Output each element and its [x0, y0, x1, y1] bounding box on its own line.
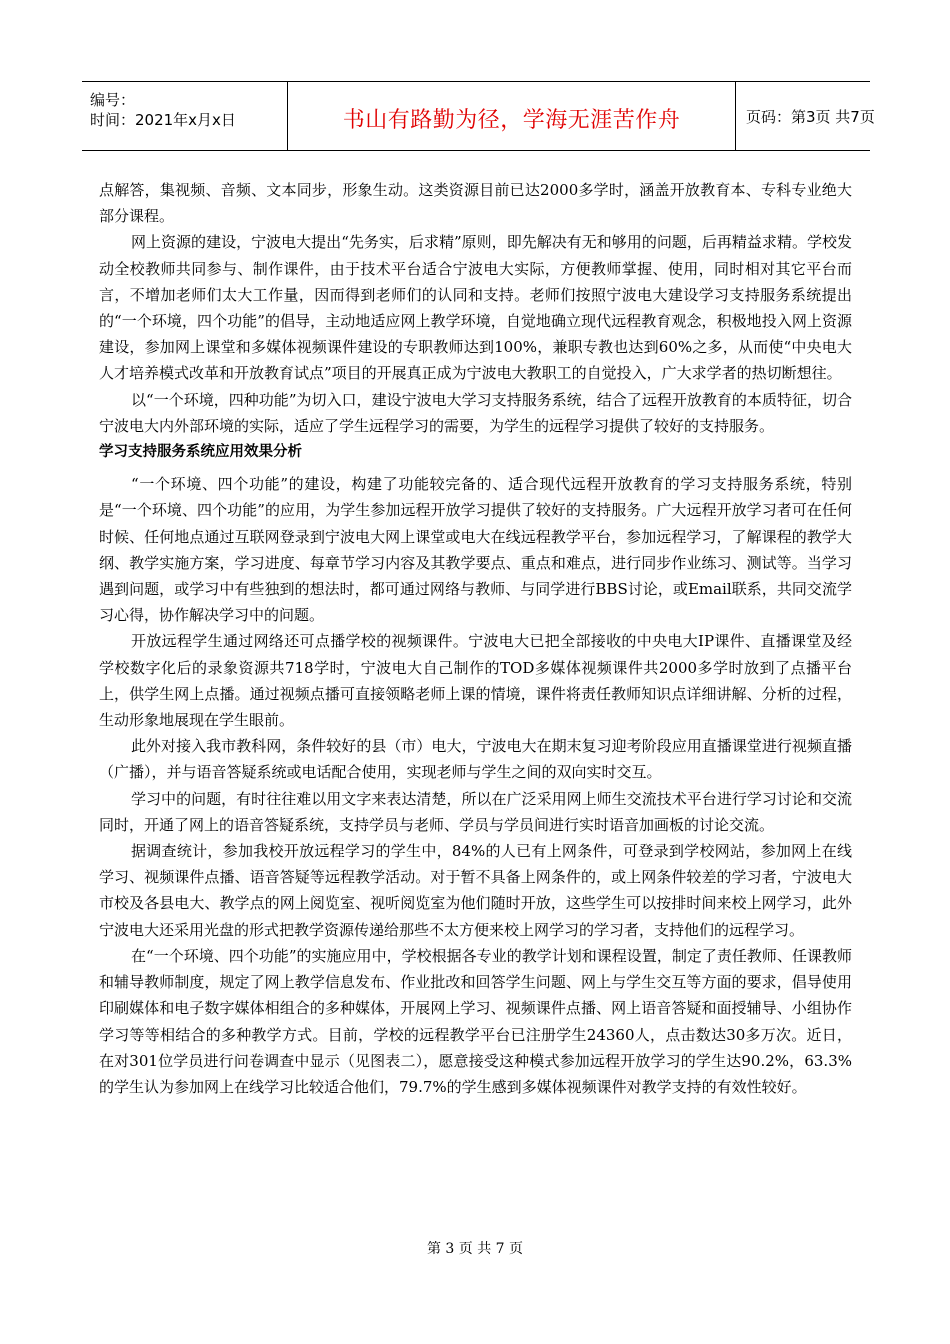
- header-right-cell: [734, 82, 875, 150]
- paragraph: 开放远程学生通过网络还可点播学校的视频课件。宁波电大已把全部接收的中央电大IP课件、直播课堂及经学校数字化后的录象资源共718学时，宁波电大自己制作的TOD多媒体视频课件共2000多学时放到了点播平台上，供学生网上点播。通过视频点播可直接领略老师上课的情境，课件将责任教师知识点详细讲解、分析的过程，生动形象地展现在学生眼前。: [99, 632, 852, 730]
- paragraph: 网上资源的建设，宁波电大提出“先务实，后求精”原则，即先解决有无和够用的问题，后再精益求精。学校发动全校教师共同参与、制作课件，由于技术平台适合宁波电大实际，方便教师掌握、使用，同时相对其它平台而言，不增加老师们太大工作量，因而得到老师们的认同和支持。老师们按照宁波电大建设学习支持服务系统提出的“一个环境，四个功能”的倡导，主动地适应网上教学环境，自觉地确立现代远程教育观念，积极地投入网上资源建设，参加网上课堂和多媒体视频课件建设的专职教师达到100%，兼职专教也达到60%之多，从而使“中央电大人才培养模式改革和开放教育试点”项目的开展真正成为宁波电大教职工的自觉投入，广大求学者的热切断想往。: [99, 233, 852, 383]
- header-left-cell: [82, 82, 287, 150]
- paragraph-continued: 点解答，集视频、音频、文本同步，形象生动。这类资源目前已达2000多学时，涵盖开放教育本、专科专业绝大部分课程。: [99, 181, 852, 226]
- paragraph: 在“一个环境、四个功能”的实施应用中，学校根据各专业的教学计划和课程设置，制定了责任教师、任课教师和辅导教师制度，规定了网上教学信息发布、作业批改和回答学生问题、网上与学生交互等方面的要求，倡导使用印刷媒体和电子数字媒体相组合的多种媒体，开展网上学习、视频课件点播、网上语音答疑和面授辅导、小组协作学习等等相结合的多种教学方式。目前，学校的远程教学平台已注册学生24360人，点击数达30多万次。近日，在对301位学员进行问卷调查中显示（见图表二），愿意接受这种模式参加远程开放学习的学生达90.2%，63.3%的学生认为参加网上在线学习比较适合他们，79.7%的学生感到多媒体视频课件对教学支持的有效性较好。: [99, 946, 852, 1096]
- document-number-label: 编号：: [90, 91, 136, 109]
- page-header: [82, 81, 875, 151]
- document-time-label: 时间：2021年x月x日: [90, 111, 236, 129]
- paragraph: 学习中的问题，有时往往难以用文字来表达清楚，所以在广泛采用网上师生交流技术平台进行学习讨论和交流同时，开通了网上的语音答疑系统，支持学员与老师、学员与学员间进行实时语音加画板的讨论交流。: [99, 789, 852, 834]
- header-page-code: 页码：第3页 共7页: [746, 108, 875, 126]
- section-heading: 学习支持服务系统应用效果分析: [99, 444, 302, 461]
- paragraph: 据调查统计，参加我校开放远程学习的学生中，84%的人已有上网条件，可登录到学校网站，参加网上在线学习、视频课件点播、语音答疑等远程教学活动。对于暂不具备上网条件的，或上网条件较差的学习者，宁波电大市校及各县电大、教学点的网上阅览室、视听阅览室为他们随时开放，这些学生可以按排时间来校上网学习，此外宁波电大还采用光盘的形式把教学资源传递给那些不太方便来校上网学习的学习者，支持他们的远程学习。: [99, 842, 852, 939]
- paragraph: 此外对接入我市教科网，条件较好的县（市）电大，宁波电大在期末复习迎考阶段应用直播课堂进行视频直播（广播），并与语音答疑系统或电话配合使用，实现老师与学生之间的双向实时交互。: [99, 737, 852, 782]
- document-body: [99, 177, 852, 1100]
- paragraph: 以“一个环境，四种功能”为切入口，建设宁波电大学习支持服务系统，结合了远程开放教育的本质特征，切合宁波电大内外部环境的实际，适应了学生远程学习的需要，为学生的远程学习提供了较好的支持服务。: [99, 390, 852, 435]
- paragraph: “一个环境、四个功能”的建设，构建了功能较完备的、适合现代远程开放教育的学习支持服务系统，特别是“一个环境、四个功能”的应用，为学生参加远程开放学习提供了较好的支持服务。广大远程开放学习者可在任何时候、任何地点通过互联网登录到宁波电大网上课堂或电大在线远程教学平台，参加远程学习，了解课程的教学大纲、教学实施方案，学习进度、每章节学习内容及其教学要点、重点和难点，进行同步作业练习、测试等。当学习遇到问题，或学习中有些独到的想法时，都可通过网络与教师、与同学进行BBS讨论，或Email联系，共同交流学习心得，协作解决学习中的问题。: [99, 475, 852, 625]
- page-footer: 第 3 页 共 7 页: [426, 1241, 524, 1257]
- header-motto-cell: [287, 82, 736, 150]
- header-motto: 书山有路勤为径，学海无涯苦作舟: [342, 108, 681, 133]
